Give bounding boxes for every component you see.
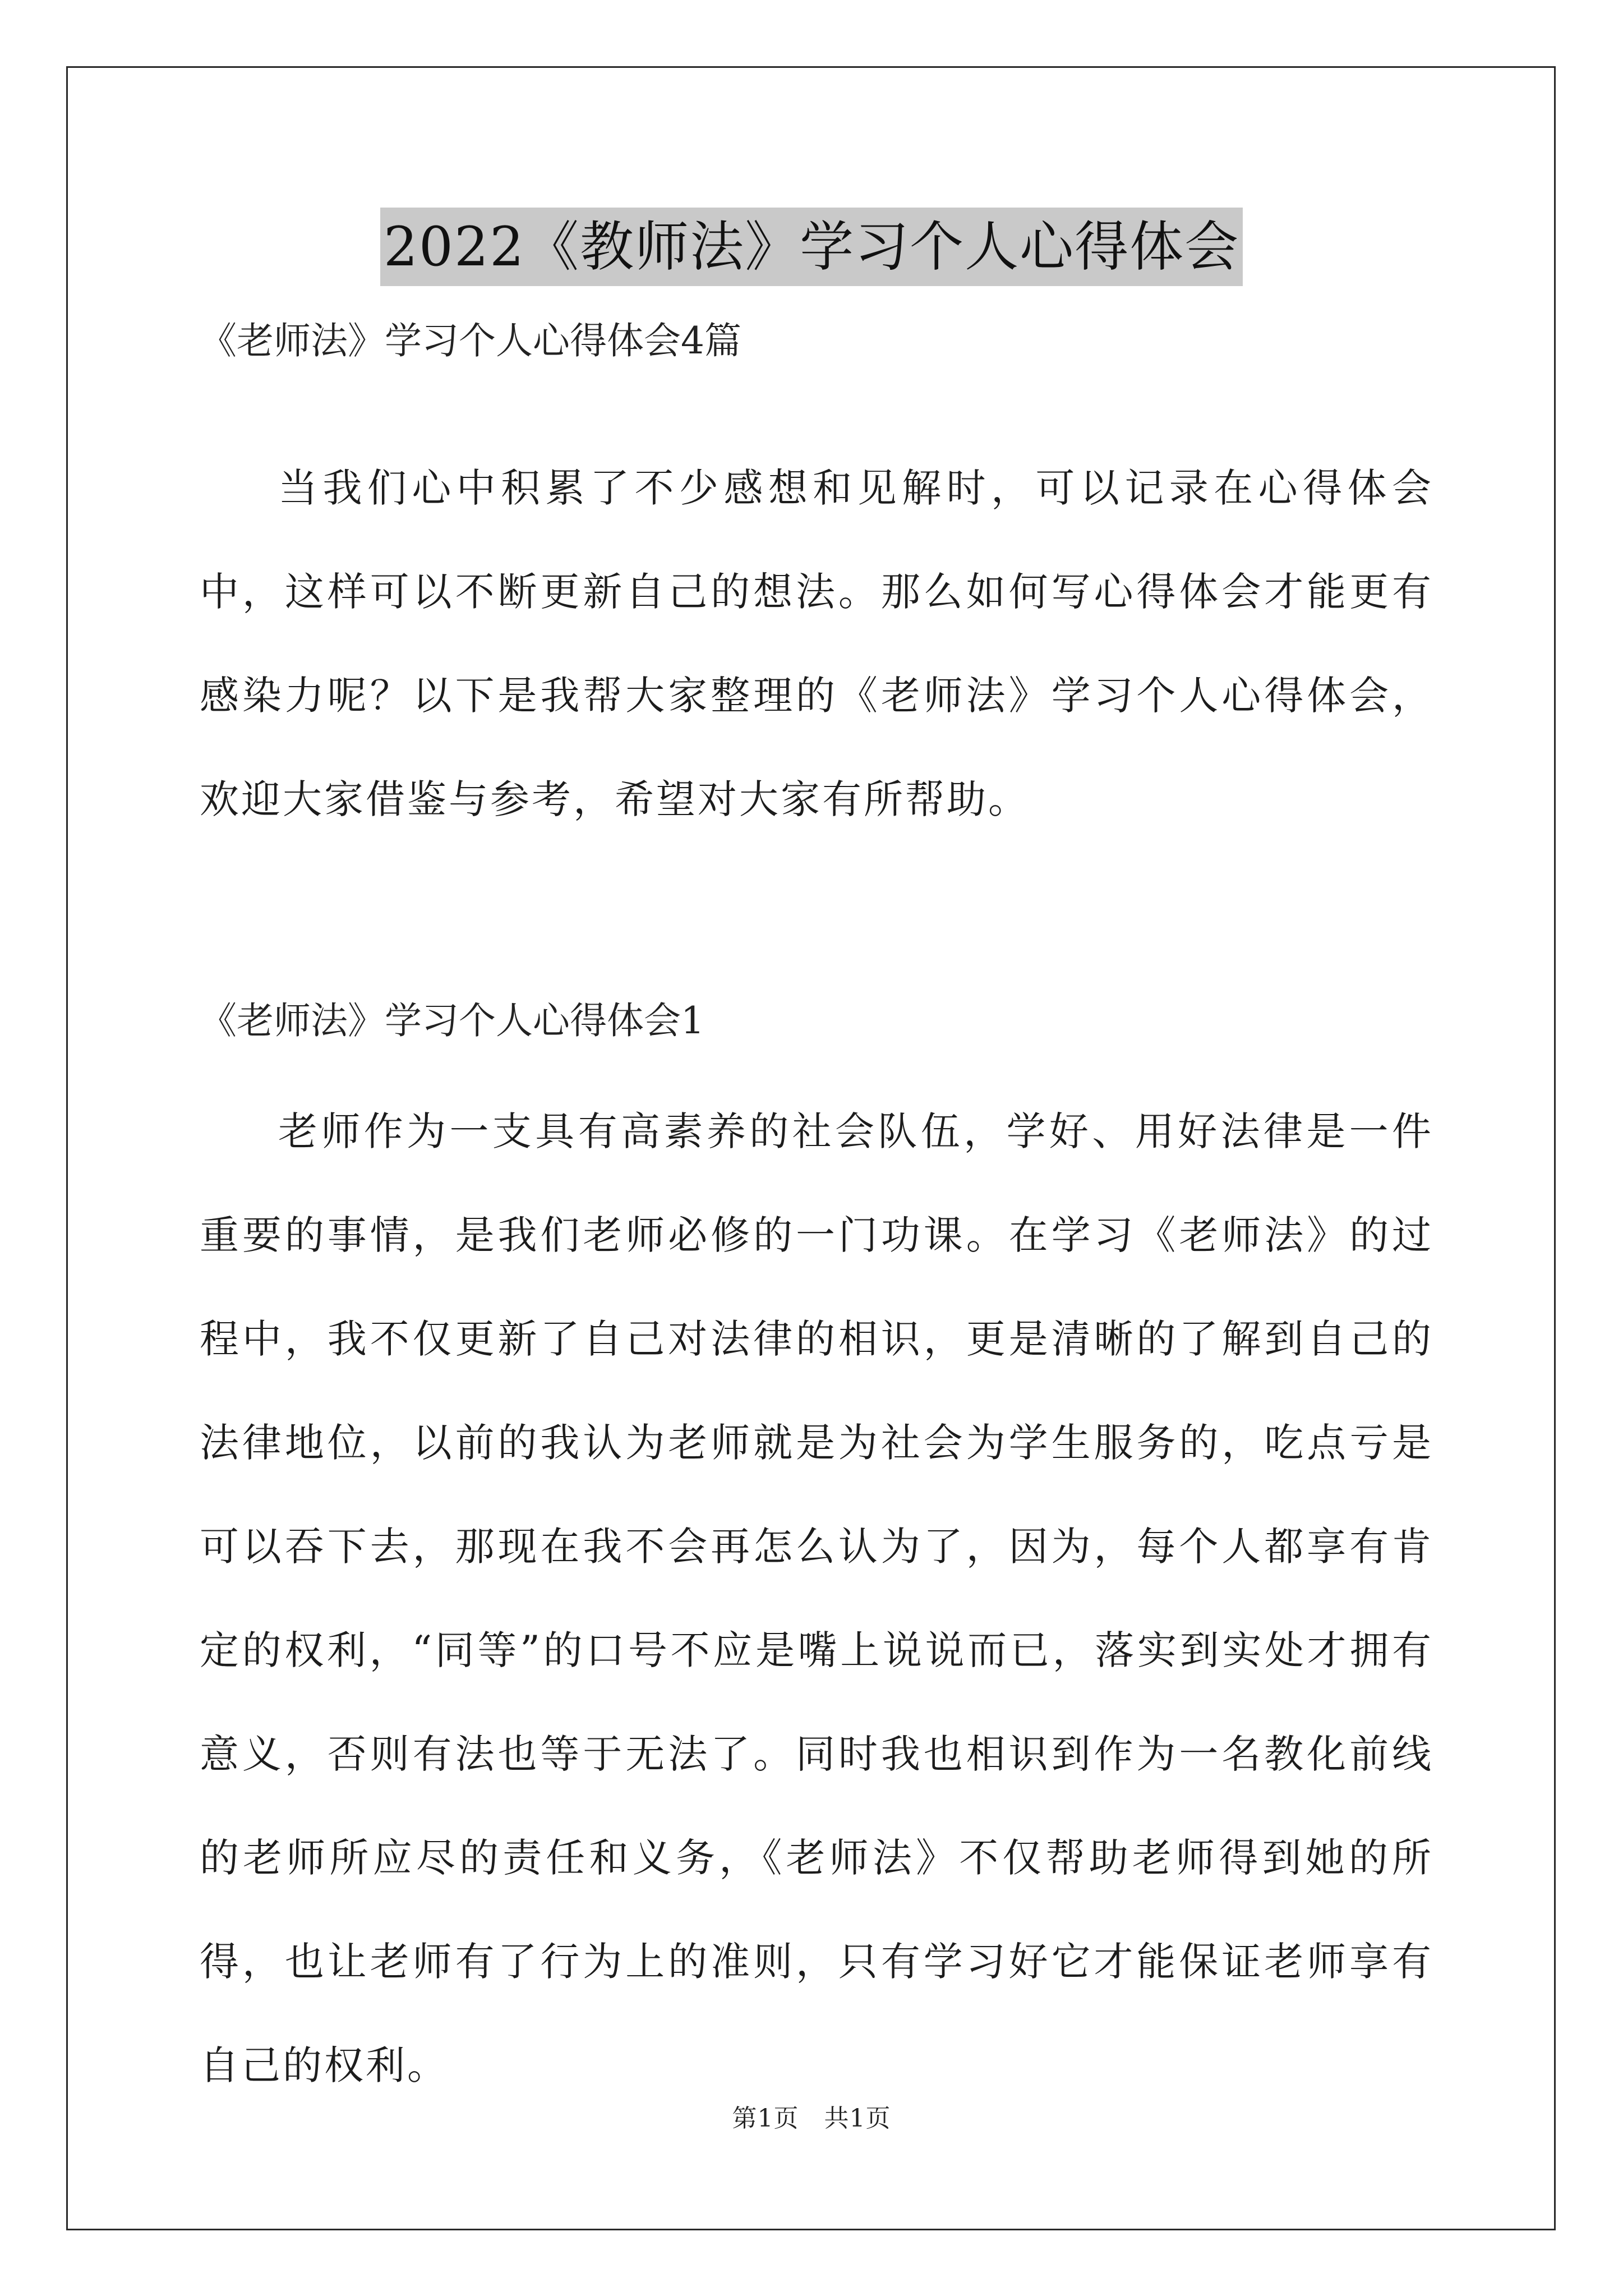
section1-heading: 《老师法》学习个人心得体会1 <box>200 999 704 1042</box>
section1-paragraph: 老师作为一支具有高素养的社会队伍，学好、用好法律是一件重要的事情，是我们老师必修的一门功课。在学习《老师法》的过程中，我不仅更新了自己对法律的相识，更是清晰的了解到自己的法律地位，以前的我认为老师就是为社会为学生服务的，吃点亏是可以吞下去，那现在我不会再怎么认为了，因为，每个人都享有肯定的权利，“同等”的口号不应是嘴上说说而已，落实到实处才拥有意义，否则有法也等于无法了。同时我也相识到作为一名教化前线的老师所应尽的责任和义务，《老师法》不仅帮助老师得到她的所得，也让老师有了行为上的准则，只有学习好它才能保证老师享有自己的权利。 <box>200 1108 1433 2088</box>
page-number-total: 共1页 <box>824 2104 891 2133</box>
document-title: 2022《教师法》学习个人心得体会 <box>380 208 1243 286</box>
intro-paragraph-block <box>200 436 1433 852</box>
page-footer <box>0 2098 1623 2134</box>
section1-heading-block <box>200 993 1433 1049</box>
title-container <box>0 208 1623 286</box>
section1-paragraph-block <box>200 1080 1433 2118</box>
intro-heading: 《老师法》学习个人心得体会4篇 <box>200 319 741 362</box>
page-number-current: 第1页 <box>732 2104 799 2133</box>
footer-spacer <box>799 2104 824 2133</box>
intro-paragraph: 当我们心中积累了不少感想和见解时，可以记录在心得体会中，这样可以不断更新自己的想法。那么如何写心得体会才能更有感染力呢？以下是我帮大家整理的《老师法》学习个人心得体会，欢迎大家借鉴与参考，希望对大家有所帮助。 <box>200 465 1433 822</box>
intro-heading-block <box>200 313 1433 369</box>
